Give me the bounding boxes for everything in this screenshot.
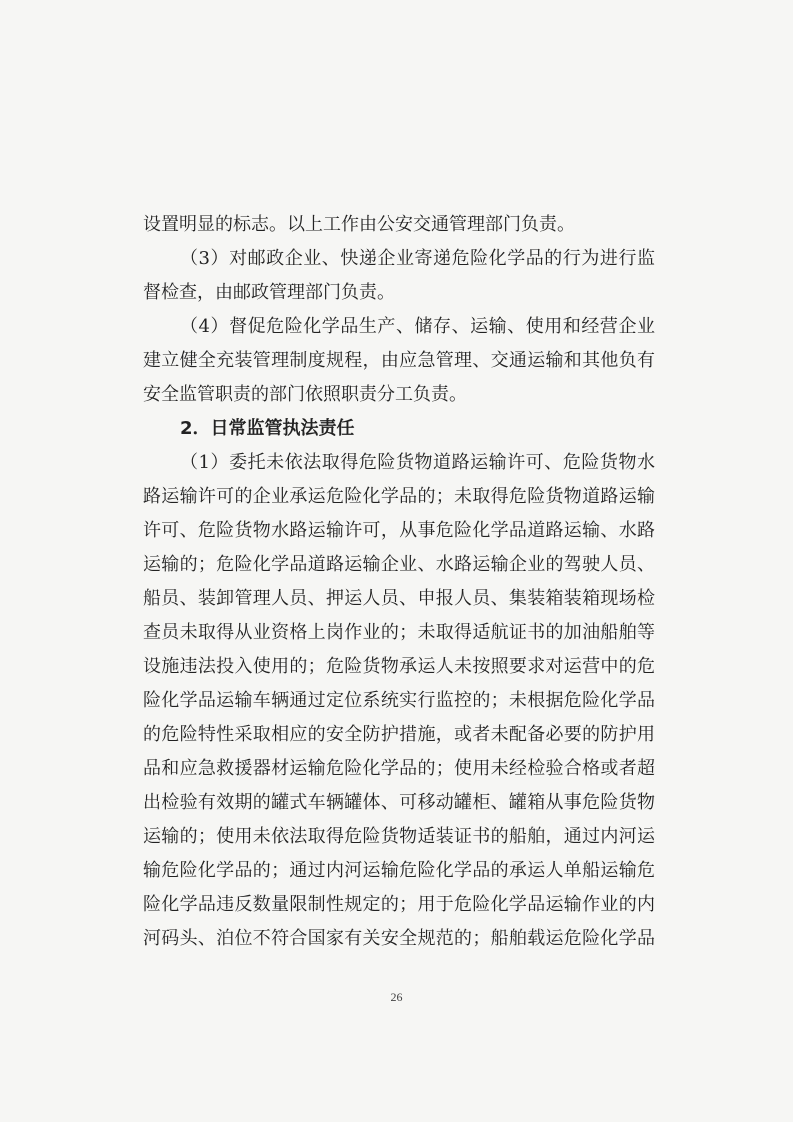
paragraph-line: 路运输许可的企业承运危险化学品的；未取得危险货物道路运输 — [143, 486, 655, 507]
paragraph-line: 设置明显的标志。以上工作由公安交通管理部门负责。 — [143, 214, 575, 235]
paragraph-line: 品和应急救援器材运输危险化学品的；使用未经检验合格或者超 — [143, 758, 655, 779]
paragraph-line: （3）对邮政企业、快递企业寄递危险化学品的行为进行监 — [180, 248, 655, 269]
paragraph-line: 运输的；使用未依法取得危险货物适装证书的船舶，通过内河运 — [143, 826, 655, 847]
page-number: 26 — [390, 990, 403, 1004]
paragraph-line: 设施违法投入使用的；危险货物承运人未按照要求对运营中的危 — [143, 656, 655, 677]
paragraph-line: 输危险化学品的；通过内河运输危险化学品的承运人单船运输危 — [143, 860, 655, 881]
body-text — [143, 208, 655, 956]
paragraph-line: 运输的；危险化学品道路运输企业、水路运输企业的驾驶人员、 — [143, 554, 655, 575]
paragraph-line: （4）督促危险化学品生产、储存、运输、使用和经营企业 — [180, 316, 655, 337]
paragraph-line: （1）委托未依法取得危险货物道路运输许可、危险货物水 — [180, 452, 655, 473]
paragraph-line: 河码头、泊位不符合国家有关安全规范的；船舶载运危险化学品 — [143, 928, 655, 949]
paragraph-line: 出检验有效期的罐式车辆罐体、可移动罐柜、罐箱从事危险货物 — [143, 792, 655, 813]
paragraph-line: 险化学品违反数量限制性规定的；用于危险化学品运输作业的内 — [143, 894, 655, 915]
paragraph-line: 船员、装卸管理人员、押运人员、申报人员、集装箱装箱现场检 — [143, 588, 655, 609]
paragraph-line: 险化学品运输车辆通过定位系统实行监控的；未根据危险化学品 — [143, 690, 655, 711]
section-heading: 2．日常监管执法责任 — [180, 418, 355, 439]
paragraph-line: 督检查，由邮政管理部门负责。 — [143, 282, 395, 303]
paragraph-line: 的危险特性采取相应的安全防护措施，或者未配备必要的防护用 — [143, 724, 655, 745]
paragraph-line: 建立健全充装管理制度规程，由应急管理、交通运输和其他负有 — [143, 350, 655, 371]
paragraph-line: 许可、危险货物水路运输许可，从事危险化学品道路运输、水路 — [143, 520, 655, 541]
paragraph-line: 安全监管职责的部门依照职责分工负责。 — [143, 384, 467, 405]
paragraph-line: 查员未取得从业资格上岗作业的；未取得适航证书的加油船舶等 — [143, 622, 655, 643]
